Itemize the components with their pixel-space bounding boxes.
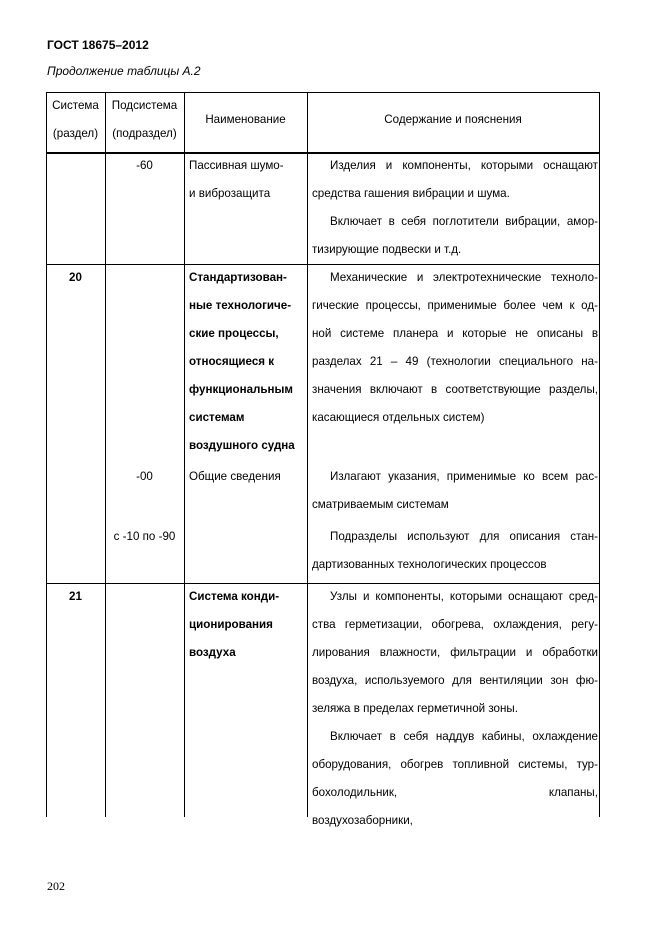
name-cell: Система конди- ционирования воздуха <box>189 590 280 659</box>
content-cell: Узлы и компоненты, которыми оснащают сред- ства герметизации, обогрева, охлаждения, регу- лирования влажности, фильтрации и обработки воздуха, используемого для вентиляции зон фю- зеляжа в пределах герметичной зоны. Включает в себя наддув кабины, охлаждение оборудования, обогрев топливной системы, тур- бохолодильник, клапаны, воздухозаборники, <box>312 590 598 827</box>
column-divider <box>105 92 106 817</box>
subsystem-cell: -00 <box>136 470 153 483</box>
content-cell: Подразделы используют для описания стан- дартизованных технологических процессов <box>312 530 598 571</box>
table-continuation-caption: Продолжение таблицы А.2 <box>47 64 201 78</box>
header-system: Система (раздел) <box>52 99 99 140</box>
header-content: Содержание и пояснения <box>384 113 522 126</box>
page-number: 202 <box>47 879 65 893</box>
system-cell: 21 <box>69 590 82 603</box>
name-cell: Стандартизован- ные технологиче- ские процессы, относящиеся к функциональным системам воздушного судна <box>189 271 295 452</box>
content-cell: Механические и электротехнические техноло- гические процессы, применимые более чем к од- ной системе планера и которые не описаны в разделах 21 – 49 (технологии специального на- значения включают в соответствующие разделы, касающиеся отдельных систем) <box>312 271 598 424</box>
content-cell: Излагают указания, применимые ко всем рас- сматриваемым системам <box>312 470 598 511</box>
name-cell: Пассивная шумо- и виброзащита <box>189 159 284 200</box>
subsystem-cell: с -10 по -90 <box>113 530 176 543</box>
table-border-left <box>46 92 47 817</box>
header-name: Наименование <box>205 113 286 126</box>
subsystem-cell: -60 <box>136 159 153 172</box>
system-cell: 20 <box>69 271 82 284</box>
systems-table <box>46 92 600 827</box>
header-subsystem: Подсистема (подраздел) <box>111 99 178 140</box>
document-code: ГОСТ 18675–2012 <box>47 38 149 52</box>
content-cell: Изделия и компоненты, которыми оснащают средства гашения вибрации и шума. Включает в себя поглотители вибрации, амор- тизирующие подвески и т.д. <box>312 159 598 256</box>
name-cell: Общие сведения <box>189 470 281 483</box>
table-border-right <box>599 92 600 817</box>
column-divider <box>307 92 308 817</box>
column-divider <box>184 92 185 817</box>
